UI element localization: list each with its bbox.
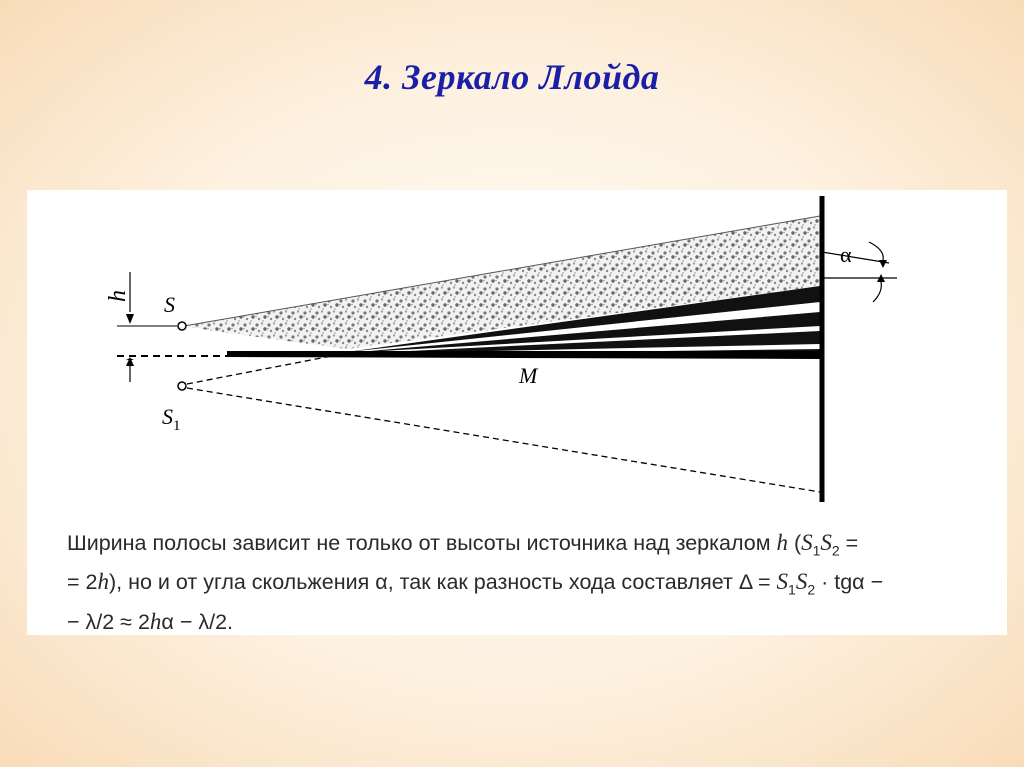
image-source-S1-point xyxy=(178,382,186,390)
angle-alpha-marker xyxy=(822,242,897,302)
height-h-dimension xyxy=(117,272,177,382)
label-h: h xyxy=(105,290,131,302)
label-S1: $S_1$ xyxy=(162,404,181,434)
label-M: M xyxy=(519,363,538,388)
label-alpha: α xyxy=(840,242,852,267)
mirror-M xyxy=(227,351,820,359)
slide-title: 4. Зеркало Ллойда xyxy=(364,57,660,97)
figure-panel xyxy=(27,190,1007,635)
virtual-ray-lower xyxy=(187,388,820,492)
label-S: S xyxy=(164,292,175,317)
source-S-point xyxy=(178,322,186,330)
caption: Ширина полосы зависит не только от высоты источника над зеркалом h ($S_1S_2$ = = 2h), но и от угла скольжения α, так как разность хода составляет $\Delta = S_1S_2 \cdot tg\alpha$ − − λ/2 ≈ 2hα − λ/2. xyxy=(67,530,884,634)
virtual-ray-upper xyxy=(187,353,347,384)
